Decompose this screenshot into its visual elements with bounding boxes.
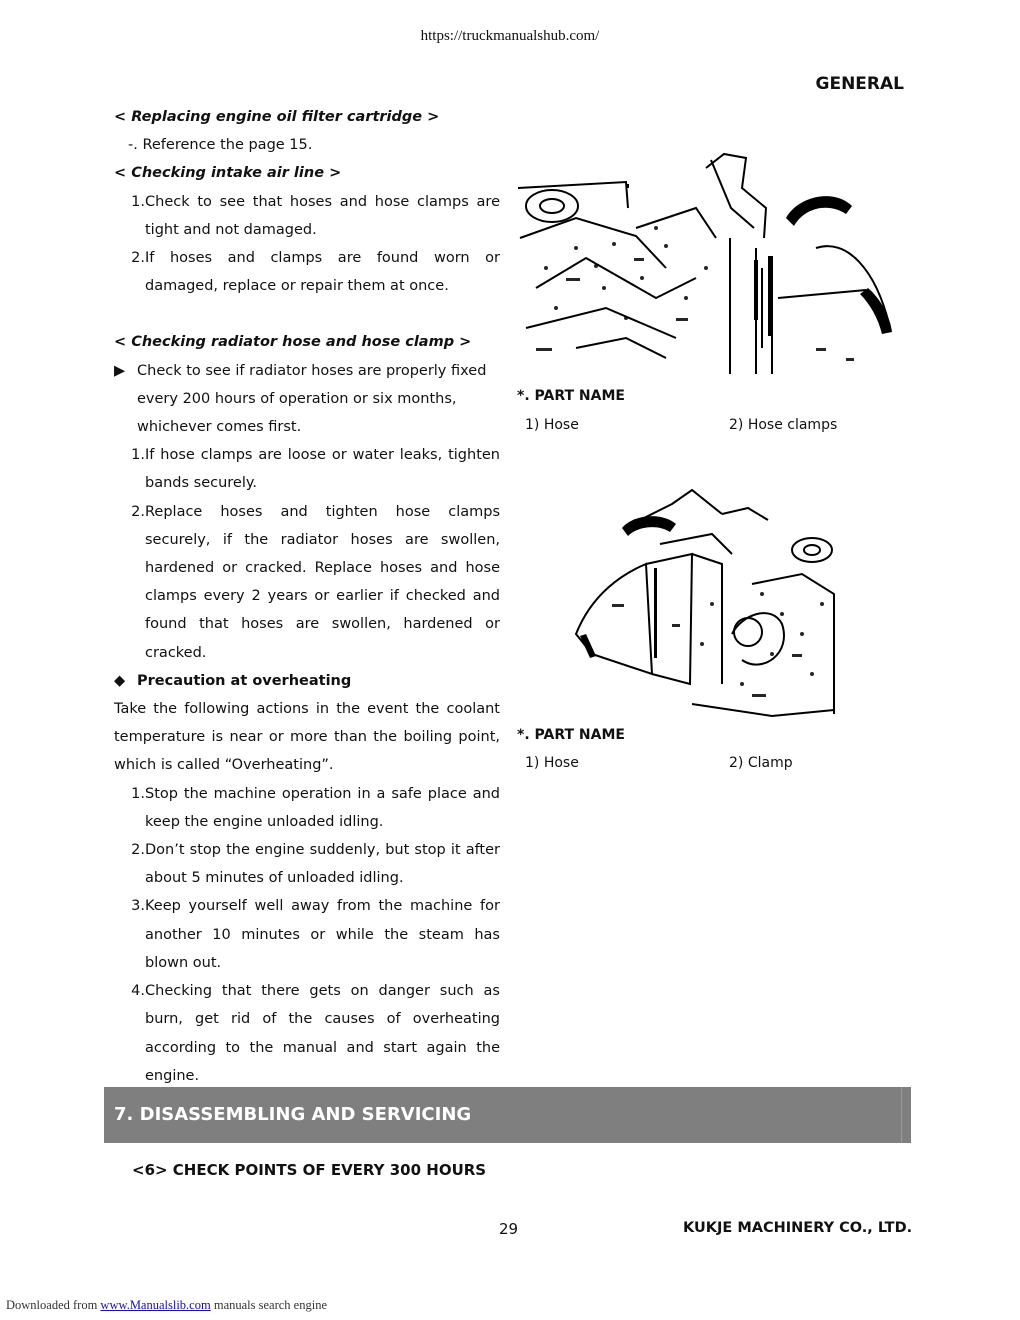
banner-divider	[901, 1087, 902, 1143]
section-banner-title: 7. DISASSEMBLING AND SERVICING	[114, 1104, 472, 1125]
list-item	[114, 188, 500, 244]
item-number: 2.	[131, 842, 145, 859]
intake-heading: < Checking intake air line >	[114, 165, 342, 182]
section-title: GENERAL	[815, 74, 904, 94]
download-footer	[6, 1298, 327, 1313]
item-number: 2.	[131, 503, 145, 520]
item-text: Check to see that hoses and hose clamps are tight and not damaged.	[145, 193, 500, 238]
download-suffix: manuals search engine	[213, 1298, 327, 1312]
item-number: 1.	[131, 193, 145, 210]
overheat-list	[114, 780, 500, 1090]
list-item	[114, 836, 500, 892]
list-item	[114, 498, 500, 667]
item-text: If hose clamps are loose or water leaks, tighten bands securely.	[145, 447, 500, 492]
engine-clamp-illustration	[572, 484, 842, 720]
oil-filter-heading: < Replacing engine oil filter cartridge >	[114, 109, 440, 125]
arrow-icon: ▶	[114, 362, 126, 379]
radiator-list	[114, 441, 500, 667]
radiator-note-text: Check to see if radiator hoses are properly fixed every 200 hours of operation or six months, whichever comes first.	[137, 362, 487, 436]
part-item: 2) Hose clamps	[729, 417, 838, 433]
engine-hose-illustration	[516, 148, 892, 374]
item-number: 1.	[131, 785, 145, 802]
part-item: 1) Hose	[525, 417, 579, 433]
item-number: 3.	[131, 898, 145, 915]
company-name: KUKJE MACHINERY CO., LTD.	[683, 1220, 913, 1236]
item-text: Don’t stop the engine suddenly, but stop it after about 5 minutes of unloaded idling.	[145, 842, 500, 887]
oil-filter-reference: -. Reference the page 15.	[128, 137, 313, 154]
manualslib-link[interactable]: www.Manualslib.com	[100, 1298, 211, 1312]
item-text: Checking that there gets on danger such as burn, get rid of the causes of overheating according to the manual and start again the engine.	[145, 983, 500, 1084]
radiator-heading: < Checking radiator hose and hose clamp >	[114, 334, 472, 351]
list-item	[114, 892, 500, 977]
part-item: 1) Hose	[525, 755, 579, 771]
part-name-title: *. PART NAME	[517, 388, 625, 404]
list-item	[114, 441, 500, 497]
source-url: https://truckmanualshub.com/	[420, 28, 600, 44]
part-name-title: *. PART NAME	[517, 727, 625, 743]
diamond-icon: ◆	[114, 672, 126, 689]
overheat-heading: Precaution at overheating	[137, 672, 352, 689]
item-text: Replace hoses and tighten hose clamps securely, if the radiator hoses are swollen, hardened or cracked. Replace hoses and hose clamps every 2 years or earlier if checked and found that hoses are swollen, hardened or cracked.	[145, 503, 500, 661]
item-number: 2.	[131, 250, 145, 267]
list-item	[114, 244, 500, 300]
download-prefix: Downloaded from	[6, 1298, 98, 1312]
item-number: 4.	[131, 983, 145, 1000]
overheat-intro: Take the following actions in the event the coolant temperature is near or more than the boiling point, which is called “Overheating”.	[114, 701, 500, 774]
item-text: If hoses and clamps are found worn or damaged, replace or repair them at once.	[145, 250, 500, 295]
left-column	[114, 103, 500, 1090]
item-text: Stop the machine operation in a safe place and keep the engine unloaded idling.	[145, 785, 500, 830]
item-number: 1.	[131, 447, 145, 464]
radiator-note	[114, 357, 500, 442]
part-item: 2) Clamp	[729, 755, 793, 771]
page-number: 29	[499, 1220, 519, 1238]
intake-list	[114, 188, 500, 301]
subsection-heading: <6> CHECK POINTS OF EVERY 300 HOURS	[132, 1161, 487, 1179]
list-item	[114, 977, 500, 1090]
overheat-heading-row	[114, 667, 500, 695]
list-item	[114, 780, 500, 836]
item-text: Keep yourself well away from the machine for another 10 minutes or while the steam has blown out.	[145, 898, 500, 971]
